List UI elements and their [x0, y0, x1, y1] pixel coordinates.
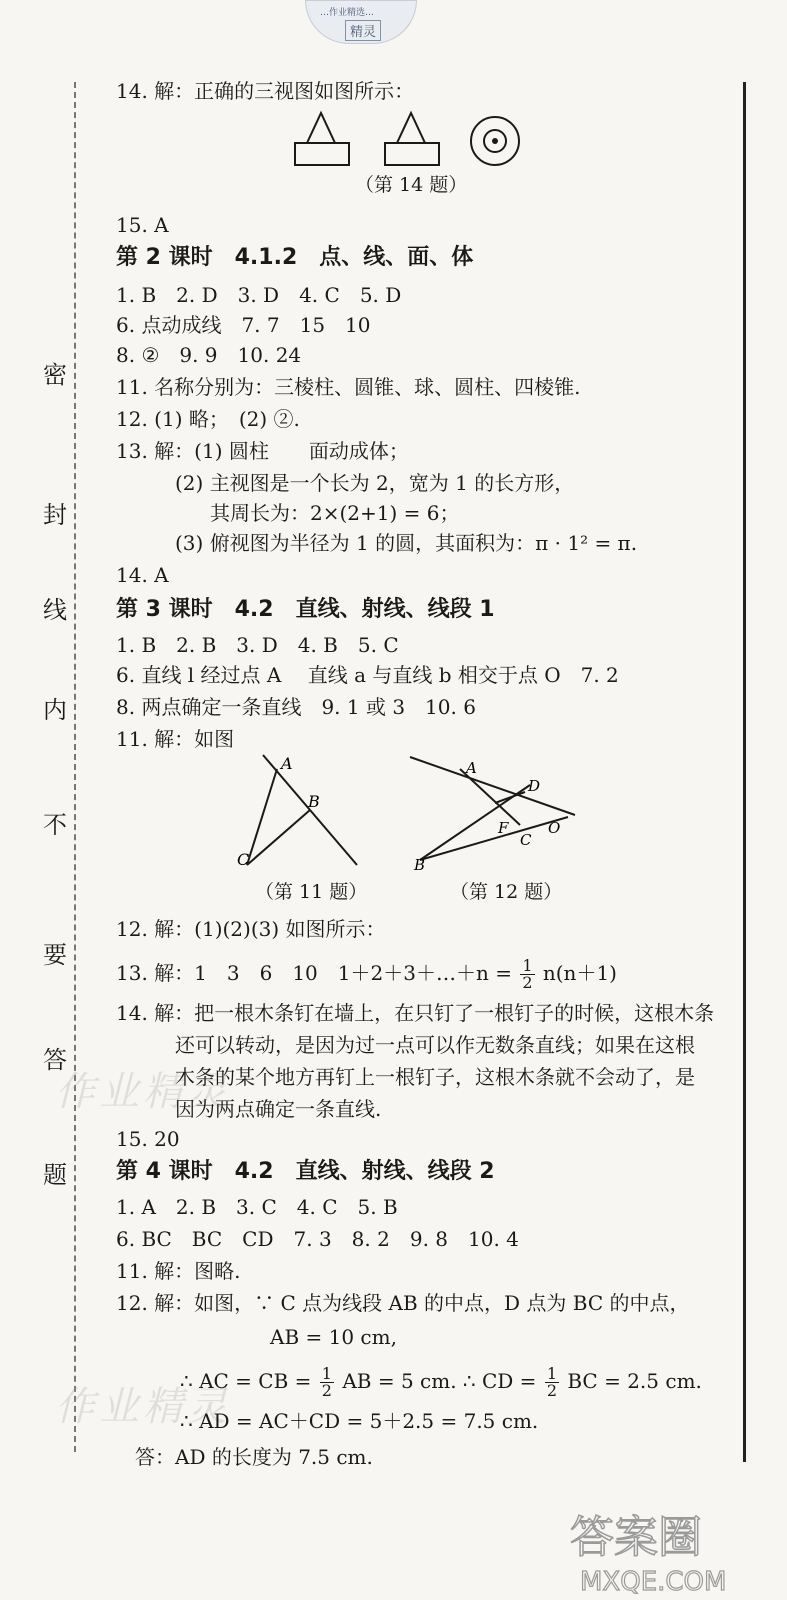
- frac-num: 1: [546, 1364, 557, 1383]
- answer-line: AB = 10 cm,: [270, 1325, 397, 1349]
- top-view-center-dot: [492, 138, 498, 144]
- fraction-half: [320, 1366, 334, 1399]
- answer-line: 12. 解：(1)(2)(3) 如图所示：: [116, 917, 386, 941]
- point-label-c: C: [237, 850, 250, 869]
- watermark: 作业精灵: [55, 1384, 231, 1430]
- lesson-heading: 第 4 课时 4.2 直线、射线、线段 2: [116, 1159, 495, 1184]
- point-label-b: B: [414, 856, 426, 874]
- frac-den: 2: [522, 973, 533, 992]
- answer-line: 15. 20: [116, 1127, 180, 1151]
- frac-den: 2: [321, 1381, 332, 1400]
- frac-num: 1: [321, 1364, 332, 1383]
- figure-caption: （第 12 题）: [450, 881, 563, 903]
- seal-char: 题: [43, 1161, 67, 1189]
- right-border-line: [743, 82, 746, 1462]
- lesson-heading: 第 3 课时 4.2 直线、射线、线段 1: [116, 597, 495, 622]
- line-through-a-o: [410, 757, 575, 815]
- formula-tail: n(n＋1): [542, 961, 617, 985]
- answer-line: 13. 解：(1) 圆柱 面动成体；: [116, 439, 409, 463]
- answer-line: 还可以转动，是因为过一点可以作无数条直线；如果在这根: [175, 1033, 695, 1057]
- fraction-half: [545, 1366, 559, 1399]
- line-b-o: [420, 817, 568, 860]
- frac-num: 1: [522, 956, 533, 975]
- point-label-a: A: [466, 759, 477, 777]
- answer-line: 8. ② 9. 9 10. 24: [116, 343, 302, 367]
- point-label-b: B: [308, 792, 320, 811]
- front-view-rect: [295, 143, 349, 165]
- answer-line: 11. 解：如图: [116, 727, 235, 751]
- answer-line: (2) 主视图是一个长为 2，宽为 1 的长方形，: [175, 471, 575, 495]
- answer-line: 其周长为：2×(2+1) = 6；: [210, 501, 460, 525]
- seal-char: 不: [43, 811, 67, 839]
- formula-lead: 13. 解：1 3 6 10 1＋2＋3＋…＋n =: [116, 961, 512, 985]
- answer-line: 8. 两点确定一条直线 9. 1 或 3 10. 6: [116, 695, 476, 719]
- figure-12: [400, 745, 585, 880]
- seal-char: 密: [43, 361, 67, 389]
- answer-line: 6. 直线 l 经过点 A 直线 a 与直线 b 相交于点 O 7. 2: [116, 663, 619, 687]
- answer-line: 12. 解：如图，∵ C 点为线段 AB 的中点，D 点为 BC 的中点，: [116, 1291, 690, 1315]
- answer-line: ∴ AD = AC＋CD = 5＋2.5 = 7.5 cm.: [180, 1409, 539, 1433]
- formula-part: BC = 2.5 cm.: [567, 1369, 702, 1393]
- fraction-half: [520, 958, 534, 991]
- seal-char: 内: [43, 696, 67, 724]
- point-label-f: F: [498, 819, 509, 837]
- side-view-rect: [385, 143, 439, 165]
- frac-den: 2: [546, 1381, 557, 1400]
- seal-char: 答: [43, 1046, 67, 1074]
- answer-line: 12. (1) 略； (2) ②.: [116, 407, 300, 431]
- answer-line: 木条的某个地方再钉上一根钉子，这根木条就不会动了，是: [175, 1065, 695, 1089]
- answer-line: 因为两点确定一条直线.: [175, 1097, 382, 1121]
- logo-domain-text: MXQE.COM: [580, 1567, 727, 1597]
- seal-char: 线: [43, 596, 67, 624]
- answer-line: 11. 名称分别为：三棱柱、圆锥、球、圆柱、四棱锥.: [116, 375, 581, 399]
- figure-caption: （第 14 题）: [355, 174, 468, 196]
- segment-near-f: [495, 792, 525, 803]
- answer-line: 11. 解：图略.: [116, 1259, 241, 1283]
- binding-dashed-line: [74, 82, 76, 1452]
- side-view-triangle: [397, 113, 425, 143]
- formula-part: ∴ AC = CB =: [180, 1369, 312, 1393]
- lesson-heading: 第 2 课时 4.1.2 点、线、面、体: [116, 245, 474, 270]
- point-label-a: A: [281, 754, 293, 773]
- watermark: 作业精灵: [55, 1069, 231, 1115]
- formula-part: AB = 5 cm. ∴ CD =: [342, 1369, 537, 1393]
- answer-line: 1. A 2. B 3. C 4. C 5. B: [116, 1195, 398, 1219]
- figure-caption: （第 11 题）: [255, 881, 368, 903]
- answer-line-with-fraction: [180, 1366, 702, 1399]
- answer-line-with-fraction: [116, 958, 617, 991]
- answer-line: (3) 俯视图为半径为 1 的圆，其面积为：π · 1² = π.: [175, 531, 638, 555]
- answer-line: 14. A: [116, 563, 169, 587]
- seal-char: 封: [43, 501, 67, 529]
- answer-line: 14. 解：把一根木条钉在墙上，在只钉了一根钉子的时候，这根木条: [116, 1001, 715, 1025]
- answer-line: 14. 解：正确的三视图如图所示：: [116, 79, 415, 103]
- stamp-top-text: …作业精选…: [320, 8, 375, 18]
- answer-line: 1. B 2. D 3. D 4. C 5. D: [116, 283, 402, 307]
- answer-line: 答：AD 的长度为 7.5 cm.: [135, 1445, 373, 1469]
- point-label-c: C: [520, 831, 532, 849]
- answer-line: 6. BC BC CD 7. 3 8. 2 9. 8 10. 4: [116, 1227, 519, 1251]
- answer-line: 1. B 2. B 3. D 4. B 5. C: [116, 633, 399, 657]
- stamp-main-text: 精灵: [345, 20, 381, 41]
- answer-line: 15. A: [116, 213, 169, 237]
- site-logo: [560, 1500, 770, 1600]
- answer-line: 6. 点动成线 7. 7 15 10: [116, 313, 371, 337]
- point-label-d: D: [528, 777, 541, 795]
- point-label-o: O: [548, 819, 561, 837]
- three-view-figure: [285, 105, 535, 170]
- logo-big-text: 答案圈: [570, 1512, 702, 1563]
- figure-11: [225, 745, 375, 880]
- seal-char: 要: [43, 941, 67, 969]
- front-view-triangle: [307, 113, 335, 143]
